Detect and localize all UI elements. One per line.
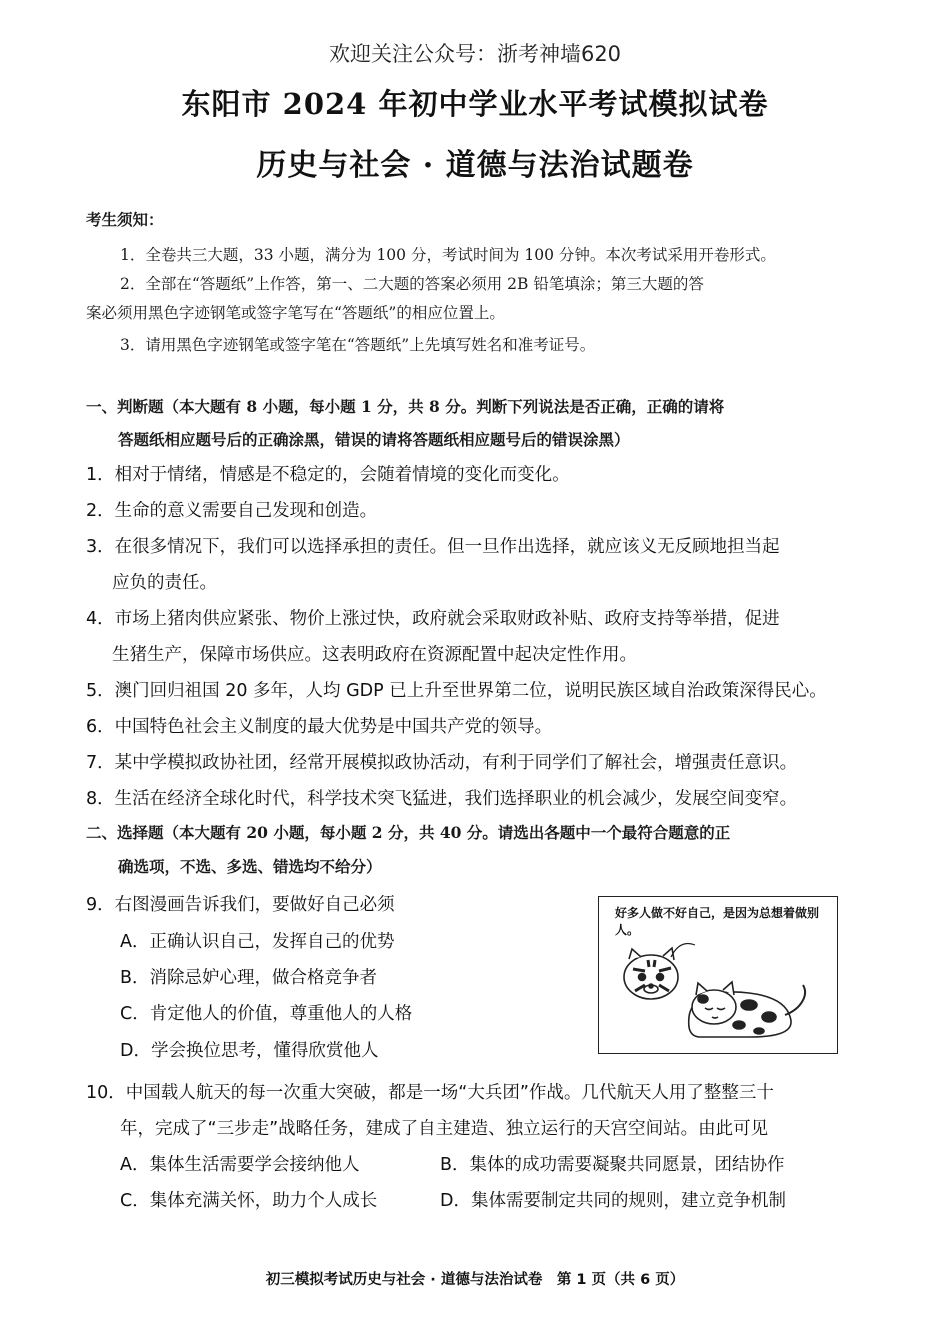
tiger-cat-drawing — [599, 897, 837, 1053]
section1-heading: 一、判断题（本大题有 8 小题，每小题 1 分，共 8 分。判断下列说法是否正确，正确的请将 — [86, 397, 725, 416]
question-7: 7．某中学模拟政协社团，经常开展模拟政协活动，有利于同学们了解社会，增强责任意识。 — [86, 753, 798, 773]
cartoon-caption: 好多人做不好自己，是因为总想着做别人。 — [615, 906, 820, 937]
q9-option-d: D．学会换位思考，懂得欣赏他人 — [120, 1041, 379, 1061]
question-3: 3．在很多情况下，我们可以选择承担的责任。但一旦作出选择，就应该义无反顾地担当起 — [86, 537, 780, 557]
question-3-cont: 应负的责任。 — [112, 573, 217, 593]
notice-heading: 考生须知： — [86, 210, 164, 229]
watermark-text: 欢迎关注公众号：浙考神墙620 — [328, 42, 622, 66]
exam-subtitle: 历史与社会 · 道德与法治试题卷 — [256, 148, 694, 183]
question-8: 8．生活在经济全球化时代，科学技术突飞猛进，我们选择职业的机会减少，发展空间变窄。 — [86, 789, 798, 809]
question-4-cont: 生猪生产，保障市场供应。这表明政府在资源配置中起决定性作用。 — [112, 645, 637, 665]
question-6: 6．中国特色社会主义制度的最大优势是中国共产党的领导。 — [86, 717, 553, 737]
q9-option-c: C．肯定他人的价值，尊重他人的人格 — [120, 1004, 413, 1024]
question-10-cont: 年，完成了“三步走”战略任务，建成了自主建造、独立运行的天宫空间站。由此可见 — [120, 1119, 769, 1139]
notice-line: 3．请用黑色字迹钢笔或签字笔在“答题纸”上先填写姓名和准考证号。 — [120, 336, 596, 354]
section2-heading: 二、选择题（本大题有 20 小题，每小题 2 分，共 40 分。请选出各题中一个最符合题意的正 — [86, 823, 731, 842]
q9-option-a: A．正确认识自己，发挥自己的优势 — [120, 932, 395, 952]
notice-line: 案必须用黑色字迹钢笔或签字笔写在“答题纸”的相应位置上。 — [86, 304, 505, 322]
cartoon-figure — [598, 896, 838, 1054]
q10-option-b: B．集体的成功需要凝聚共同愿景，团结协作 — [440, 1155, 785, 1175]
question-1: 1．相对于情绪，情感是不稳定的，会随着情境的变化而变化。 — [86, 465, 570, 485]
page-footer: 初三模拟考试历史与社会 · 道德与法治试卷 第 1 页（共 6 页） — [265, 1272, 685, 1288]
question-4: 4．市场上猪肉供应紧张、物价上涨过快，政府就会采取财政补贴、政府支持等举措，促进 — [86, 609, 780, 629]
exam-title: 东阳市 2024 年初中学业水平考试模拟试卷 — [181, 87, 769, 121]
notice-line: 1．全卷共三大题，33 小题，满分为 100 分，考试时间为 100 分钟。本次考试采用开卷形式。 — [120, 246, 776, 264]
question-9: 9．右图漫画告诉我们，要做好自己必须 — [86, 895, 395, 915]
q10-option-c: C．集体充满关怀，助力个人成长 — [120, 1191, 378, 1211]
q10-option-a: A．集体生活需要学会接纳他人 — [120, 1155, 360, 1175]
notice-line: 2．全部在“答题纸”上作答，第一、二大题的答案必须用 2B 铅笔填涂；第三大题的答 — [120, 275, 704, 293]
q9-option-b: B．消除忌妒心理，做合格竞争者 — [120, 968, 378, 988]
section1-heading-cont: 答题纸相应题号后的正确涂黑，错误的请将答题纸相应题号后的错误涂黑） — [118, 430, 630, 449]
question-2: 2．生命的意义需要自己发现和创造。 — [86, 501, 378, 521]
question-5: 5．澳门回归祖国 20 多年，人均 GDP 已上升至世界第二位，说明民族区域自治政策深得民心。 — [86, 681, 827, 701]
q10-option-d: D．集体需要制定共同的规则，建立竞争机制 — [440, 1191, 786, 1211]
section2-heading-cont: 确选项，不选、多选、错选均不给分） — [118, 857, 382, 876]
question-10: 10．中国载人航天的每一次重大突破，都是一场“大兵团”作战。几代航天人用了整整三十 — [86, 1083, 774, 1103]
